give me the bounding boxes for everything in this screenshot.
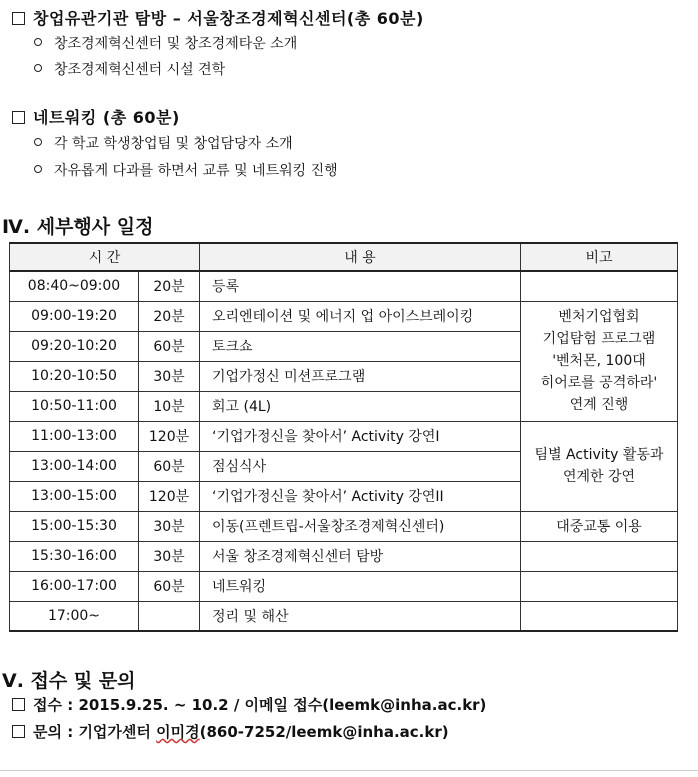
row-time: 10:50-11:00 — [10, 391, 139, 421]
row-duration: 120분 — [139, 421, 200, 451]
checkbox-square-icon — [12, 725, 25, 738]
row-time: 09:20-10:20 — [10, 331, 139, 361]
contact-name: 이미경 — [156, 723, 200, 741]
row-duration: 20분 — [139, 301, 200, 331]
networking-item: 자유롭게 다과를 하면서 교류 및 네트워킹 진행 — [34, 160, 338, 180]
note-transit: 대중교통 이용 — [521, 511, 678, 541]
table-header-row — [10, 243, 678, 271]
table-row — [10, 541, 678, 571]
header-time: 시 간 — [10, 243, 200, 271]
header-note: 비고 — [521, 243, 678, 271]
circle-bullet-icon — [34, 64, 42, 72]
row-duration: 60분 — [139, 451, 200, 481]
row-time: 11:00-13:00 — [10, 421, 139, 451]
row-duration — [139, 601, 200, 631]
row-duration: 30분 — [139, 361, 200, 391]
page-bottom-divider — [0, 770, 698, 771]
apply-line: 접수 : 2015.9.25. ~ 10.2 / 이메일 접수(leemk@inha.ac.kr) — [12, 694, 486, 715]
row-duration: 60분 — [139, 331, 200, 361]
row-content: 정리 및 해산 — [200, 601, 521, 631]
row-note-empty — [521, 541, 678, 571]
row-content: 이동(프렌트립-서울창조경제혁신센터) — [200, 511, 521, 541]
circle-bullet-icon — [34, 138, 42, 146]
row-time: 13:00-15:00 — [10, 481, 139, 511]
row-content: 기업가정신 미션프로그램 — [200, 361, 521, 391]
circle-bullet-icon — [34, 165, 42, 173]
row-duration: 20분 — [139, 271, 200, 301]
row-time: 13:00-14:00 — [10, 451, 139, 481]
row-note-empty — [521, 571, 678, 601]
section4-heading: Ⅳ. 세부행사 일정 — [2, 216, 154, 238]
section5-heading: Ⅴ. 접수 및 문의 — [2, 670, 136, 692]
networking-item: 각 학교 학생창업팀 및 창업담당자 소개 — [34, 133, 293, 153]
row-content: ‘기업가정신을 찾아서’ Activity 강연I — [200, 421, 521, 451]
row-content: 오리엔테이션 및 에너지 업 아이스브레이킹 — [200, 301, 521, 331]
table-row — [10, 271, 678, 301]
visit-heading: 창업유관기관 탐방 – 서울창조경제혁신센터(총 60분) — [12, 6, 424, 29]
header-content: 내 용 — [200, 243, 521, 271]
checkbox-square-icon — [12, 111, 25, 124]
row-duration: 30분 — [139, 541, 200, 571]
row-time: 09:00-19:20 — [10, 301, 139, 331]
table-row — [10, 601, 678, 631]
row-time: 15:30-16:00 — [10, 541, 139, 571]
row-time: 16:00-17:00 — [10, 571, 139, 601]
row-note-empty — [521, 601, 678, 631]
row-time: 10:20-10:50 — [10, 361, 139, 391]
schedule-table — [9, 242, 678, 632]
row-duration: 60분 — [139, 571, 200, 601]
row-content: 점심식사 — [200, 451, 521, 481]
row-note-empty — [521, 271, 678, 301]
table-row — [10, 421, 678, 451]
row-content: 회고 (4L) — [200, 391, 521, 421]
row-duration: 10분 — [139, 391, 200, 421]
visit-item: 창조경제혁신센터 및 창조경제타운 소개 — [34, 33, 297, 53]
row-time: 17:00~ — [10, 601, 139, 631]
circle-bullet-icon — [34, 38, 42, 46]
note-team: 팀별 Activity 활동과 연계한 강연 — [521, 421, 678, 511]
row-duration: 120분 — [139, 481, 200, 511]
table-row — [10, 301, 678, 331]
row-content: 등록 — [200, 271, 521, 301]
visit-item: 창조경제혁신센터 시설 견학 — [34, 59, 225, 79]
checkbox-square-icon — [12, 698, 25, 711]
row-content: 서울 창조경제혁신센터 탐방 — [200, 541, 521, 571]
note-venture: 벤처기업협회 기업탐험 프로그램 '벤처몬, 100대 히어로를 공격하라' 연계 진행 — [521, 301, 678, 421]
networking-heading: 네트워킹 (총 60분) — [12, 105, 180, 128]
contact-line: 문의 : 기업가센터 이미경(860-7252/leemk@inha.ac.kr) — [12, 721, 449, 742]
table-row — [10, 571, 678, 601]
row-content: 네트워킹 — [200, 571, 521, 601]
row-duration: 30분 — [139, 511, 200, 541]
row-time: 08:40~09:00 — [10, 271, 139, 301]
row-content: 토크쇼 — [200, 331, 521, 361]
table-row — [10, 511, 678, 541]
row-content: ‘기업가정신을 찾아서’ Activity 강연II — [200, 481, 521, 511]
checkbox-square-icon — [12, 12, 25, 25]
row-time: 15:00-15:30 — [10, 511, 139, 541]
